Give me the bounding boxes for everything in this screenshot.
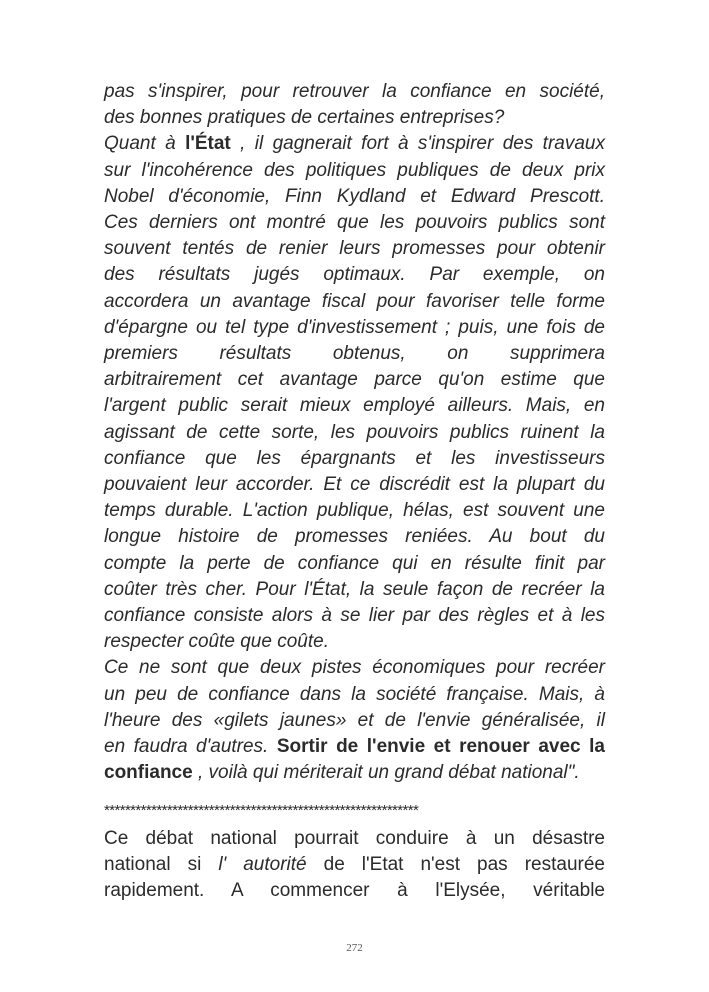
text-line: confiance consiste alors à se lier par des règles et à les <box>104 605 605 627</box>
text-line: d'épargne ou tel type d'investissement ; puis, une fois de <box>104 316 605 338</box>
text-line: sur l'incohérence des politiques publiques de deux prix <box>104 159 605 181</box>
text-line: l'heure des «gilets jaunes» et de l'envie généralisée, il <box>104 709 605 731</box>
text-line: un peu de confiance dans la société française. Mais, à <box>104 683 605 705</box>
text-line: Ce ne sont que deux pistes économiques pour recréer <box>104 657 605 679</box>
text-fragment: national si <box>104 854 219 876</box>
text-line <box>104 760 605 786</box>
bold-term-etat: l'État <box>185 133 231 155</box>
text-line: rapidement. A commencer à l'Elysée, véritable <box>104 880 605 902</box>
bold-phrase: Sortir de l'envie et renouer avec la <box>276 736 605 758</box>
text-line: pouvaient leur accorder. Et ce discrédit est la plupart du <box>104 474 605 496</box>
text-line: des bonnes pratiques de certaines entreprises? <box>104 107 505 129</box>
asterisk-separator: ************************************************************ <box>104 802 419 819</box>
text-line: compte la perte de confiance qui en résulte finit par <box>104 552 605 574</box>
text-line: premiers résultats obtenus, on supprimera <box>104 343 605 365</box>
text-line <box>104 734 605 760</box>
text-line: temps durable. L'action publique, hélas, est souvent une <box>104 500 605 522</box>
text-line: souvent tentés de renier leurs promesses pour obtenir <box>104 238 605 260</box>
text-line: accordera un avantage fiscal pour favoriser telle forme <box>104 290 605 312</box>
body-paragraph <box>104 826 605 905</box>
text-fragment: , voilà qui mériterait un grand débat national". <box>192 762 580 784</box>
italic-term-autorite: l' autorité <box>218 854 307 876</box>
quoted-passage <box>104 79 605 786</box>
text-fragment: Quant à <box>104 133 176 155</box>
text-line: longue histoire de promesses reniées. Au bout du <box>104 526 605 548</box>
text-fragment: , il gagnerait fort à s'inspirer des travaux <box>230 133 605 155</box>
text-line: l'argent public serait mieux employé ailleurs. Mais, en <box>104 395 605 417</box>
text-fragment: de l'Etat n'est pas restaurée <box>306 854 605 876</box>
text-line: des résultats jugés optimaux. Par exemple, on <box>104 264 605 286</box>
text-fragment: en faudra d'autres. <box>104 736 269 758</box>
text-line: confiance que les épargnants et les investisseurs <box>104 447 605 469</box>
page-number: 272 <box>346 942 363 954</box>
text-line: agissant de cette sorte, les pouvoirs publics ruinent la <box>104 421 605 443</box>
text-line: Nobel d'économie, Finn Kydland et Edward Prescott. <box>104 185 605 207</box>
text-line: arbitrairement cet avantage parce qu'on estime que <box>104 369 605 391</box>
text-line <box>104 852 605 878</box>
text-line: Ces derniers ont montré que les pouvoirs publics sont <box>104 212 605 234</box>
text-line: Ce débat national pourrait conduire à un désastre <box>104 828 605 849</box>
text-line <box>104 131 605 157</box>
bold-phrase: confiance <box>104 762 193 784</box>
text-line: pas s'inspirer, pour retrouver la confiance en société, <box>104 81 605 102</box>
text-line: respecter coûte que coûte. <box>104 631 329 653</box>
text-line: coûter très cher. Pour l'État, la seule façon de recréer la <box>104 578 605 600</box>
